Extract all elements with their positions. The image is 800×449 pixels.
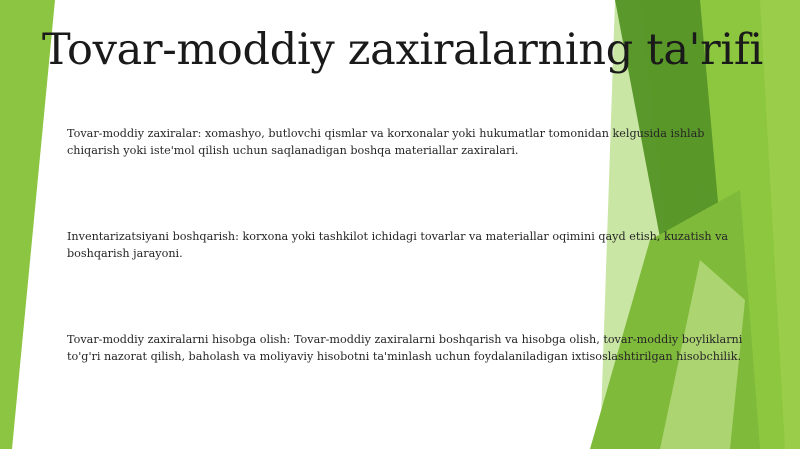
paragraph-inventory-accounting: Tovar-moddiy zaxiralarni hisobga olish: Tovar-moddiy zaxiralarni boshqarish va hisobga olish, tovar-moddiy boyliklarni to'g'ri nazorat qilish, baholash va moliyaviy hisobotni ta'minlash uchun foydalaniladigan ixtisoslashtirilgan hisobchilik. — [67, 333, 743, 363]
paragraph-definition-inventory: Tovar-moddiy zaxiralar: xomashyo, butlovchi qismlar va korxonalar yoki hukumatlar tomonidan kelgusida ishlab chiqarish yoki iste'mol qilish uchun saqlanadigan boshqa materiallar zaxiralari. — [67, 127, 705, 157]
paragraph-inventory-management: Inventarizatsiyani boshqarish: korxona yoki tashkilot ichidagi tovarlar va materiallar oqimini qayd etish, kuzatish va boshqarish jarayoni. — [67, 230, 729, 260]
slide-title: Tovar-moddiy zaxiralarning ta'rifi — [42, 25, 763, 75]
